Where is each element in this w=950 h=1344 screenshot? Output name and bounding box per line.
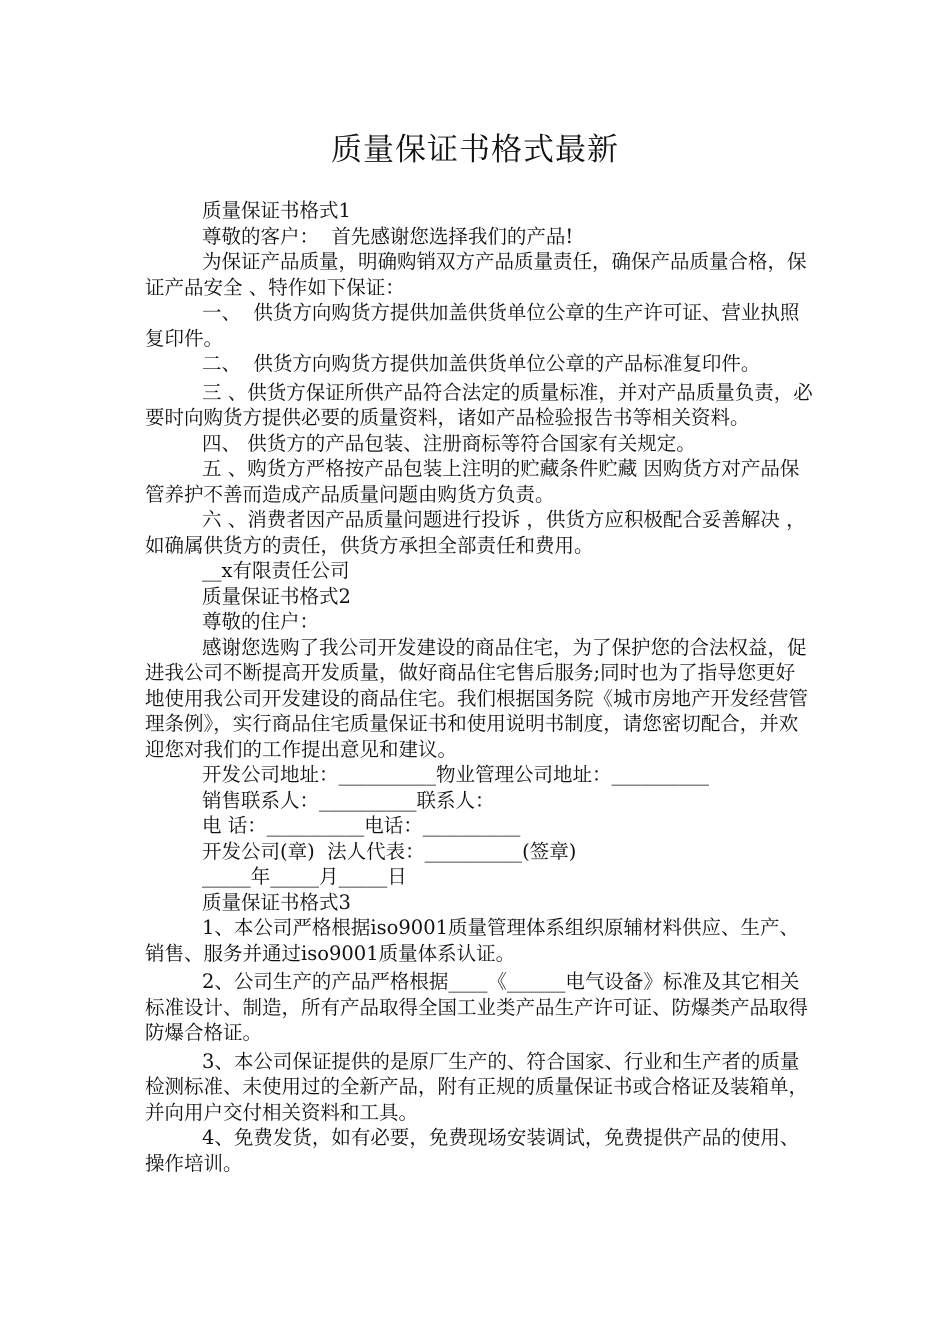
form-line-contact: 销售联系人：__________联系人： <box>202 788 495 812</box>
page-title: 质量保证书格式最新 <box>331 132 619 168</box>
list-item: 一、 供货方向购货方提供加盖供货单位公章的生产许可证、营业执照复印件。 <box>145 301 800 350</box>
greeting-paragraph: 尊敬的住户： <box>202 610 320 633</box>
section-heading-1: 质量保证书格式1 <box>202 199 351 222</box>
body-paragraph: 为保证产品质量，明确购销双方产品质量责任，确保产品质量合格，保证产品安全 、特作如下保证： <box>145 250 807 299</box>
body-paragraph: 感谢您选购了我公司开发建设的商品住宅，为了保护您的合法权益，促进我公司不断提高开发质量，做好商品住宅售后服务;同时也为了指导您更好地使用我公司开发建设的商品住宅。我们根据国务院《城市房地产开发经营管理条例》，实行商品住宅质量保证书和使用说明书制度，请您密切配合，并欢迎您对我们的工作提出意见和建议。 <box>145 635 809 761</box>
list-item: 四、 供货方的产品包装、注册商标等符合国家有关规定。 <box>202 431 696 455</box>
list-item: 3、本公司保证提供的是原厂生产的、符合国家、行业和生产者的质量检测标准、未使用过的全新产品，附有正规的质量保证书或合格证及装箱单，并向用户交付相关资料和工具。 <box>145 1049 809 1124</box>
company-signature: __x有限责任公司 <box>202 559 350 582</box>
list-item: 二、 供货方向购货方提供加盖供货单位公章的产品标准复印件。 <box>202 352 761 375</box>
list-item: 1、本公司严格根据iso9001质量管理体系组织原辅材料供应、生产、销售、服务并通过iso9001质量体系认证。 <box>145 916 800 965</box>
greeting-paragraph: 尊敬的客户： 首先感谢您选择我们的产品! <box>202 224 574 248</box>
form-line-phone: 电 话：__________电话：__________ <box>202 814 521 837</box>
document-body <box>145 198 813 1176</box>
list-item: 六 、消费者因产品质量问题进行投诉 ，供货方应积极配合妥善解决 ，如确属供货方的责任，供货方承担全部责任和费用。 <box>145 508 806 557</box>
form-line-date: _____年_____月_____日 <box>202 865 407 888</box>
form-line-seal: 开发公司(章) 法人代表：__________(签章) <box>202 839 577 863</box>
list-item: 三 、供货方保证所供产品符合法定的质量标准，并对产品质量负责，必要时向购货方提供必要的质量资料，诸如产品检验报告书等相关资料。 <box>145 380 813 429</box>
list-item: 4、免费发货，如有必要，免费现场安装调试，免费提供产品的使用、操作培训。 <box>145 1126 800 1175</box>
form-line-address: 开发公司地址：__________物业管理公司地址：__________ <box>202 763 710 786</box>
section-heading-2: 质量保证书格式2 <box>202 584 351 608</box>
section-heading-3: 质量保证书格式3 <box>202 890 351 914</box>
list-item: 五 、购货方严格按产品包装上注明的贮藏条件贮藏 因购货方对产品保管养护不善而造成产品质量问题由购货方负责。 <box>145 457 800 506</box>
list-item: 2、公司生产的产品严格根据____《______电气设备》标准及其它相关标准设计、制造，所有产品取得全国工业类产品生产许可证、防爆类产品取得防爆合格证。 <box>145 970 809 1044</box>
